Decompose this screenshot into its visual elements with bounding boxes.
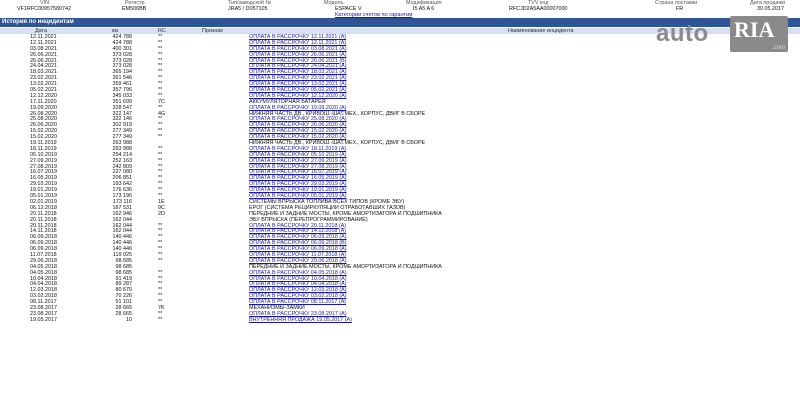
row-km: 322 146 [112,116,132,123]
incident-link[interactable]: ОПЛАТА В РАССРОЧКУ 23.08.2017 (А) [249,310,347,317]
row-rc: ** [158,122,163,129]
history-title: История по инцидентам [2,19,74,25]
row-km: 162 044 [112,216,132,223]
vin-label: VIN [40,0,49,6]
row-rc: ** [158,116,163,123]
row-date: 12.03.2018 [30,287,57,294]
row-km: 173 116 [112,198,132,205]
row-date: 06.09.2018 [30,240,57,247]
row-date: 26.06.2020 [30,122,57,129]
reg-value: EM506BB [122,6,147,12]
row-km: 10 [126,316,132,323]
row-km: 328 547 [112,104,132,111]
row-rc: ** [158,269,163,276]
row-date: 29.06.2018 [30,257,57,264]
logo-auto-text: auto [656,20,709,47]
row-rc: 7C [158,98,165,105]
row-km: 373 028 [112,63,132,70]
row-km: 28 665 [115,310,132,317]
row-rc: ** [158,222,163,229]
row-rc: ** [158,175,163,182]
incident-link[interactable]: ОПЛАТА В РАССРОЧКУ 29.03.2019 (А) [249,181,347,188]
row-rc: ** [158,246,163,253]
row-km: 424 788 [112,39,132,46]
row-rc: 9C [158,204,165,211]
row-date: 08.11.2017 [30,299,57,306]
row-km: 277 349 [112,134,132,141]
row-rc: ** [158,281,163,288]
row-rc: 7K [158,304,165,311]
row-date: 16.05.2019 [30,175,57,182]
incident-name: СИСТЕМЫ ВПРЫСКА ТОПЛИВА ВСЕХ ТИПОВ (КРОМЕ ЭБУ) [249,198,405,205]
row-km: 91 419 [115,275,132,282]
incident-link[interactable]: ОПЛАТА В РАССРОЧКУ 20.11.2018 (А) [249,222,347,229]
row-date: 10.04.2018 [30,275,57,282]
incident-link[interactable]: ОПЛАТА В РАССРОЧКУ 04.05.2018 (А) [249,269,347,276]
row-km: 173 196 [112,193,132,200]
incident-link[interactable]: ОПЛАТА В РАССРОЧКУ 13.02.2021 (А) [249,81,347,88]
row-km: 140 446 [112,240,132,247]
model-value: ESPACE V [335,6,362,12]
incident-link[interactable]: ОПЛАТА В РАССРОЧКУ 26.06.2020 (А) [249,122,347,129]
row-date: 23.08.2017 [30,310,57,317]
row-date: 13.02.2021 [30,81,57,88]
row-km: 28 665 [115,304,132,311]
row-date: 18.03.2021 [30,69,57,76]
row-km: 302 919 [112,122,132,129]
incident-link[interactable]: ОПЛАТА В РАССРОЧКУ 05.01.2019 (А) [249,193,347,200]
row-date: 20.11.2018 [30,222,57,229]
row-date: 05.10.2019 [30,151,57,158]
row-rc: ** [158,157,163,164]
row-rc: ** [158,81,163,88]
incident-name: АККУМУЛЯТОРНАЯ БАТАРЕЯ [249,98,326,105]
row-rc: ** [158,69,163,76]
row-km: 373 028 [112,57,132,64]
row-km: 227 080 [112,169,132,176]
incident-link[interactable]: ОПЛАТА В РАССРОЧКУ 27.08.2019 (А) [249,163,347,170]
row-date: 03.08.2021 [30,45,57,52]
row-rc: ** [158,293,163,300]
row-date: 27.09.2019 [30,157,57,164]
row-km: 254 214 [112,151,132,158]
row-date: 18.11.2019 [30,145,57,152]
row-rc: 1E [158,198,165,205]
row-rc: ** [158,39,163,46]
row-date: 26.08.2020 [30,110,57,117]
row-rc: ** [158,34,163,40]
row-rc: ** [158,287,163,294]
modification-value: I5 A5 A 6 [413,6,435,12]
incident-link[interactable]: ОПЛАТА В РАССРОЧКУ 16.05.2019 (А) [249,175,347,182]
logo-com-text: .com [771,45,785,51]
row-date: 19.05.2017 [30,316,57,323]
incident-name: НИЖНЯЯ ЧАСТЬ ДВ., КРИВОШ.-ШАТ.МЕХ., КОРПУС, ДВИГ В СБОРЕ [249,140,426,147]
row-km: 345 033 [112,92,132,99]
row-date: 11.07.2018 [30,251,57,258]
col-name: Наименование инцидента [508,28,574,34]
row-km: 140 446 [112,246,132,253]
row-date: 16.07.2019 [30,169,57,176]
col-km: км [112,28,119,34]
row-rc: ** [158,299,163,306]
row-rc: ** [158,87,163,94]
incident-name: EPOГ (СИСТЕМА РЕЦИРКУЛЯЦИИ ОТРАБОТАВШИХ ГАЗОВ) [249,204,406,211]
row-rc: ** [158,151,163,158]
incident-link[interactable]: ОПЛАТА В РАССРОЧКУ 27.09.2019 (А) [249,157,347,164]
row-km: 361 546 [112,75,132,82]
sale-date-label: Дата продажи [750,0,785,6]
row-rc: ** [158,169,163,176]
row-date: 12.12.2020 [30,92,57,99]
row-rc: ** [158,163,163,170]
row-date: 05.01.2019 [30,193,57,200]
row-date: 04.05.2018 [30,263,57,270]
row-km: 193 642 [112,181,132,188]
row-km: 351 699 [112,98,132,105]
row-date: 19.11.2019 [30,140,57,147]
row-rc: ** [158,57,163,64]
row-date: 05.02.2021 [30,87,57,94]
logo-ria-text: RIA [734,17,775,42]
row-km: 206 851 [112,175,132,182]
incident-link[interactable]: ОПЛАТА В РАССРОЧКУ 26.06.2021 (В) [249,57,347,64]
row-km: 242 809 [112,163,132,170]
row-date: 06.12.2018 [30,204,57,211]
row-rc: ** [158,104,163,111]
row-km: 424 788 [112,34,132,40]
incident-link[interactable]: ОПЛАТА В РАССРОЧКУ 06.09.2018 (В) [249,240,347,247]
row-km: 162 946 [112,210,132,217]
row-date: 19.09.2020 [30,104,57,111]
row-km: 357 796 [112,87,132,94]
row-rc: ** [158,75,163,82]
incident-link[interactable]: ОПЛАТА В РАССРОЧКУ 08.11.2017 (А) [249,299,347,306]
incident-link[interactable]: ОПЛАТА В РАССРОЧКУ 05.10.2019 (А) [249,151,347,158]
row-date: 29.03.2019 [30,181,57,188]
row-rc: ** [158,310,163,317]
row-date: 06.09.2018 [30,234,57,241]
vin-value: VF1RFC00957580742 [17,6,71,12]
incident-link[interactable]: ОПЛАТА В РАССРОЧКУ 06.09.2018 (А) [249,246,347,253]
row-rc: ** [158,257,163,264]
incident-name: ЭБУ ВПРЫСКА (ПЕРЕПРОГРАММИРОВАНИЕ) [249,216,368,223]
row-date: 12.11.2021 [30,34,57,40]
row-rc: ** [158,92,163,99]
row-date: 19.01.2019 [30,187,57,194]
row-rc: ** [158,187,163,194]
incident-link[interactable]: ОПЛАТА В РАССРОЧКУ 06.09.2018 (А) [249,234,347,241]
type-label: Тип/заводской № [228,0,272,6]
row-km: 373 028 [112,51,132,58]
row-rc: ** [158,181,163,188]
row-km: 322 147 [112,110,132,117]
row-rc: ** [158,228,163,235]
incident-link[interactable]: ОПЛАТА В РАССРОЧКУ 03.02.2018 (А) [249,293,347,300]
row-rc: ** [158,240,163,247]
row-date: 17.11.2020 [30,98,57,105]
row-km: 252 163 [112,157,132,164]
warranty-categories-link[interactable]: Категории счетов по гарантии [335,12,413,18]
incident-link[interactable]: ОПЛАТА В РАССРОЧКУ 15.02.2020 (А) [249,128,347,135]
row-km: 119 025 [112,251,132,258]
incident-name: ПЕРЕДНИЕ И ЗАДНИЕ МОСТЫ, КРОМЕ АМОРТИЗАТОРА И ПОДШИПНИКА [249,210,442,217]
incident-name: НИЖНЯЯ ЧАСТЬ ДВ., КРИВОШ.-ШАТ.МЕХ., КОРПУС, ДВИГ В СБОРЕ [249,110,426,117]
reg-label: Регистр. [125,0,146,6]
row-date: 23.02.2021 [30,75,57,82]
tvv-label: TVV код [528,0,549,6]
row-date: 23.08.2017 [30,304,57,311]
row-date: 04.04.2018 [30,281,57,288]
row-km: 263 988 [112,145,132,152]
model-label: Модель [324,0,344,6]
incident-link[interactable]: ОПЛАТА В РАССРОЧКУ 19.09.2020 (А) [249,104,347,111]
row-km: 167 531 [112,204,132,211]
logo-ria-box [730,16,788,52]
row-date: 20.11.2018 [30,216,57,223]
row-km: 176 636 [112,187,132,194]
incident-link[interactable]: ВНУТРЕННЯЯ ПРОДАЖА 19.05.2017 (А) [249,316,352,323]
row-date: 14.11.2018 [30,228,57,235]
row-km: 98 685 [115,269,132,276]
country-label: Страна поставки [655,0,698,6]
incident-link[interactable]: ОПЛАТА В РАССРОЧКУ 03.08.2021 (А) [249,45,347,52]
tvv-value: RFCJD2A5AA00007000 [509,6,568,12]
row-km: 359 461 [112,81,132,88]
row-date: 20.11.2018 [30,210,57,217]
row-km: 140 446 [112,234,132,241]
modification-label: Модификация [406,0,442,6]
row-date: 15.02.2020 [30,128,57,135]
row-rc: ** [158,275,163,282]
row-rc: ** [158,145,163,152]
row-rc: ** [158,316,163,323]
incident-link[interactable]: ОПЛАТА В РАССРОЧКУ 04.04.2018 (А) [249,281,347,288]
row-km: 263 988 [112,140,132,147]
row-km: 70 226 [115,293,132,300]
row-rc: ** [158,193,163,200]
incident-name: МЕХАНИЗМЫ-ЗАМКИ [249,304,305,311]
row-date: 06.09.2018 [30,246,57,253]
row-rc: 4G [158,110,166,117]
row-date: 27.08.2019 [30,163,57,170]
row-km: 365 194 [112,69,132,76]
row-date: 03.02.2018 [30,293,57,300]
incident-link[interactable]: ОПЛАТА В РАССРОЧКУ 12.03.2018 (А) [249,287,347,294]
incident-link[interactable]: ОПЛАТА В РАССРОЧКУ 12.11.2021 (А) [249,34,347,40]
incident-name: ПЕРЕДНИЕ И ЗАДНИЕ МОСТЫ, КРОМЕ АМОРТИЗАТОРА И ПОДШИПНИКА [249,263,442,270]
row-rc: 2D [158,210,165,217]
incident-link[interactable]: ОПЛАТА В РАССРОЧКУ 10.04.2018 (А) [249,275,347,282]
col-date: Дата [35,28,47,34]
row-date: 12.11.2021 [30,39,57,46]
col-sign: Признак [202,28,223,34]
row-km: 400 301 [112,45,132,52]
row-km: 277 349 [112,128,132,135]
row-rc: ** [158,63,163,70]
row-date: 15.02.2020 [30,134,57,141]
incident-link[interactable]: ОПЛАТА В РАССРОЧКУ 18.03.2021 (А) [249,69,347,76]
row-date: 24.04.2021 [30,63,57,70]
row-date: 26.06.2021 [30,57,57,64]
row-rc: ** [158,51,163,58]
row-km: 98 685 [115,263,132,270]
incident-link[interactable]: ОПЛАТА В РАССРОЧКУ 29.06.2018 (А) [249,257,347,264]
row-km: 162 044 [112,228,132,235]
row-km: 51 101 [115,299,132,306]
row-km: 98 685 [115,257,132,264]
row-date: 04.05.2018 [30,269,57,276]
row-km: 80 670 [115,287,132,294]
row-km: 89 287 [115,281,132,288]
incident-link[interactable]: ОПЛАТА В РАССРОЧКУ 25.08.2020 (А) [249,116,347,123]
country-value: FR [676,6,684,12]
incident-link[interactable]: ОПЛАТА В РАССРОЧКУ 15.02.2020 (А) [249,134,347,141]
incident-link[interactable]: ОПЛАТА В РАССРОЧКУ 18.11.2019 (А) [249,145,347,152]
incident-link[interactable]: ОПЛАТА В РАССРОЧКУ 16.07.2019 (А) [249,169,347,176]
row-date: 25.08.2020 [30,116,57,123]
incident-link[interactable]: ОПЛАТА В РАССРОЧКУ 14.11.2018 (А) [249,228,347,235]
incident-link[interactable]: ОПЛАТА В РАССРОЧКУ 19.01.2019 (А) [249,187,347,194]
row-rc: ** [158,251,163,258]
incident-link[interactable]: ОПЛАТА В РАССРОЧКУ 05.02.2021 (А) [249,87,347,94]
row-date: 02.01.2019 [30,198,57,205]
sale-date-value: 30.05.2017 [757,6,784,12]
incident-link[interactable]: ОПЛАТА В РАССРОЧКУ 24.04.2021 (А) [249,63,347,70]
row-rc: ** [158,234,163,241]
incident-link[interactable]: ОПЛАТА В РАССРОЧКУ 12.11.2021 (А) [249,39,347,46]
type-value: JRA5 / D057105 [228,6,268,12]
table-row [0,318,800,324]
row-rc: ** [158,45,163,52]
row-date: 26.06.2021 [30,51,57,58]
row-km: 162 044 [112,222,132,229]
row-rc: ** [158,128,163,135]
autoria-logo [656,14,796,54]
row-rc: ** [158,134,163,141]
incident-link[interactable]: ОПЛАТА В РАССРОЧКУ 12.12.2020 (А) [249,92,347,99]
incident-table-body [0,35,800,324]
col-rc: RC [158,28,166,34]
incident-link[interactable]: ОПЛАТА В РАССРОЧКУ 11.07.2018 (А) [249,251,347,258]
incident-link[interactable]: ОПЛАТА В РАССРОЧКУ 23.02.2021 (А) [249,75,347,82]
incident-link[interactable]: ОПЛАТА В РАССРОЧКУ 26.06.2021 (А) [249,51,347,58]
